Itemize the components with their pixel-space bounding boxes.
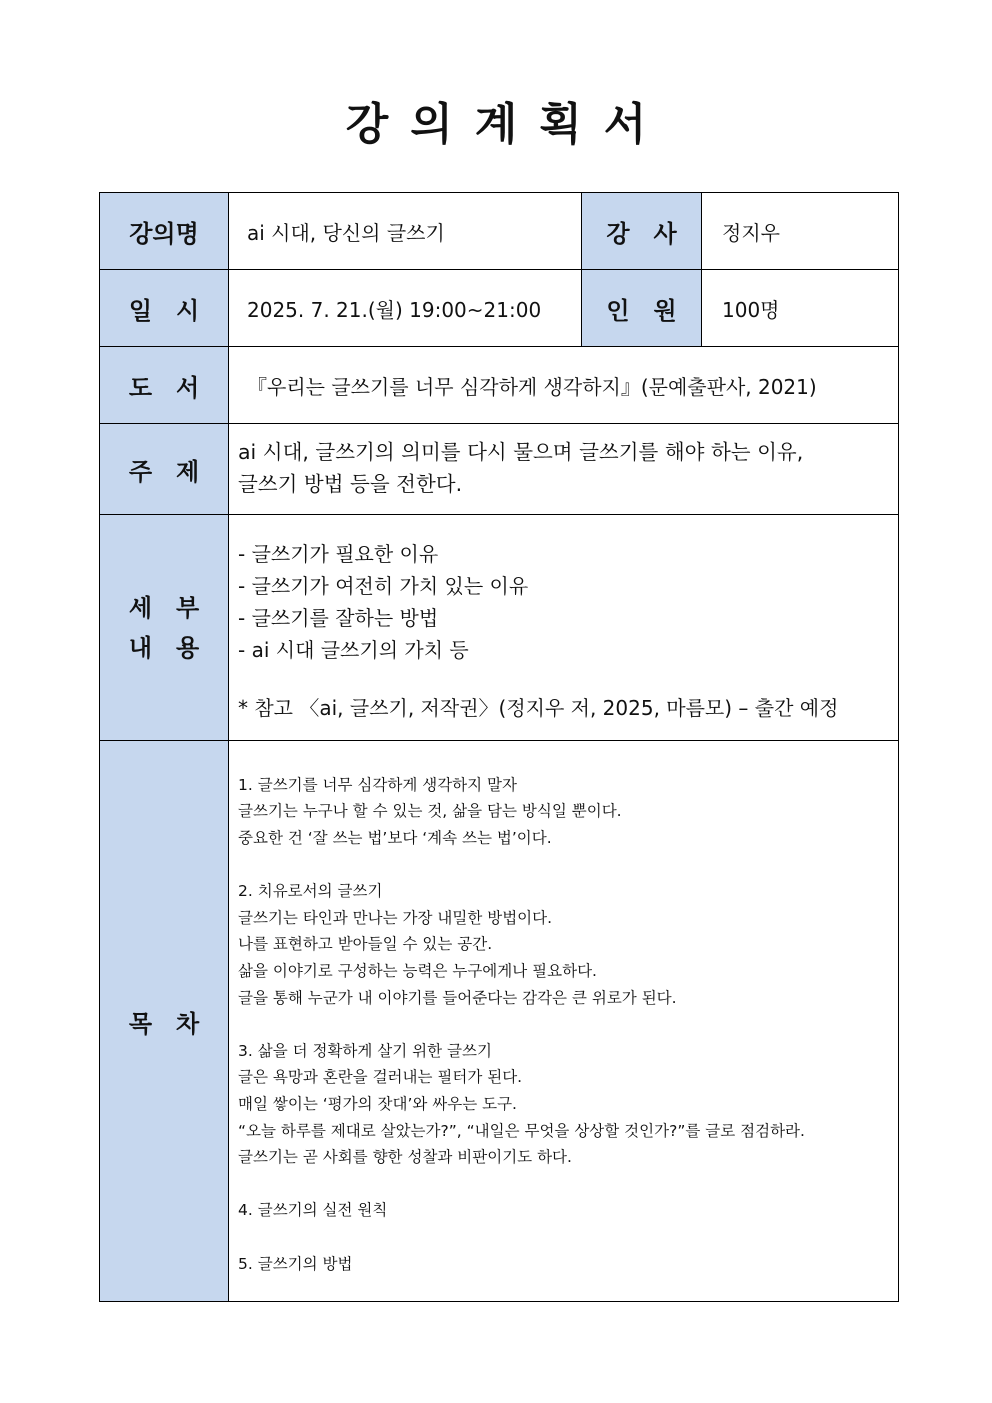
toc-line: 글은 욕망과 혼란을 걸러내는 필터가 된다. <box>238 1068 523 1087</box>
details-value <box>229 515 899 741</box>
toc-section <box>238 772 888 852</box>
capacity-label: 인원 <box>582 270 702 347</box>
row-lecture-name <box>100 193 899 270</box>
toc-heading: 1. 글쓰기를 너무 심각하게 생각하지 말자 <box>238 775 517 794</box>
toc-line: 삶을 이야기로 구성하는 능력은 누구에게나 필요하다. <box>238 962 597 981</box>
detail-item: - 글쓰기를 잘하는 방법 <box>238 605 439 630</box>
toc-section <box>238 1197 888 1224</box>
toc-heading: 3. 삶을 더 정확하게 살기 위한 글쓰기 <box>238 1041 492 1060</box>
toc-line: 매일 쌓이는 ‘평가의 잣대’와 싸우는 도구. <box>238 1094 517 1113</box>
toc-line: 글쓰기는 누구나 할 수 있는 것, 삶을 담는 방식일 뿐이다. <box>238 802 622 821</box>
capacity-value: 100명 <box>702 270 899 347</box>
theme-line: ai 시대, 글쓰기의 의미를 다시 물으며 글쓰기를 해야 하는 이유, <box>238 440 804 464</box>
row-theme <box>100 424 899 515</box>
book-value: 『우리는 글쓰기를 너무 심각하게 생각하지』(문예출판사, 2021) <box>229 347 899 424</box>
toc-label: 목차 <box>100 741 229 1302</box>
book-label: 도서 <box>100 347 229 424</box>
theme-label: 주제 <box>100 424 229 515</box>
page-title: 강의계획서 <box>345 99 669 150</box>
toc-line: 나를 표현하고 받아들일 수 있는 공간. <box>238 935 493 954</box>
toc-value <box>229 741 899 1302</box>
toc-line: “오늘 하루를 제대로 살았는가?”, “내일은 무엇을 상상할 것인가?”를 글로 점검하라. <box>238 1121 805 1140</box>
reference-note: * 참고 〈ai, 글쓰기, 저작권〉(정지우 저, 2025, 마름모) – 출간 예정 <box>238 695 839 720</box>
lecture-name-label: 강의명 <box>100 193 229 270</box>
row-book <box>100 347 899 424</box>
toc-list <box>229 745 898 1297</box>
toc-section <box>238 1038 888 1171</box>
theme-value <box>229 424 899 515</box>
toc-heading: 4. 글쓰기의 실전 원칙 <box>238 1201 388 1220</box>
toc-line: 중요한 건 ‘잘 쓰는 법’보다 ‘계속 쓰는 법’이다. <box>238 829 552 848</box>
toc-line: 글쓰기는 곧 사회를 향한 성찰과 비판이기도 하다. <box>238 1148 572 1167</box>
instructor-value: 정지우 <box>702 193 899 270</box>
toc-section <box>238 1251 888 1278</box>
row-details <box>100 515 899 741</box>
toc-section <box>238 878 888 1011</box>
detail-item: - ai 시대 글쓰기의 가치 등 <box>238 637 469 662</box>
toc-line: 글쓰기는 타인과 만나는 가장 내밀한 방법이다. <box>238 908 553 927</box>
instructor-label: 강사 <box>582 193 702 270</box>
toc-line: 글을 통해 누군가 내 이야기를 들어준다는 감각은 큰 위로가 된다. <box>238 988 677 1007</box>
row-toc <box>100 741 899 1302</box>
toc-heading: 5. 글쓰기의 방법 <box>238 1254 353 1273</box>
row-datetime <box>100 270 899 347</box>
datetime-label: 일시 <box>100 270 229 347</box>
detail-item: - 글쓰기가 여전히 가치 있는 이유 <box>238 573 529 598</box>
datetime-value: 2025. 7. 21.(월) 19:00~21:00 <box>229 270 582 347</box>
theme-line: 글쓰기 방법 등을 전한다. <box>238 472 463 496</box>
toc-heading: 2. 치유로서의 글쓰기 <box>238 882 383 901</box>
lecture-name-value: ai 시대, 당신의 글쓰기 <box>229 193 582 270</box>
details-label: 세부 내용 <box>100 515 229 741</box>
detail-item: - 글쓰기가 필요한 이유 <box>238 541 439 566</box>
lecture-plan-table <box>99 192 899 1302</box>
